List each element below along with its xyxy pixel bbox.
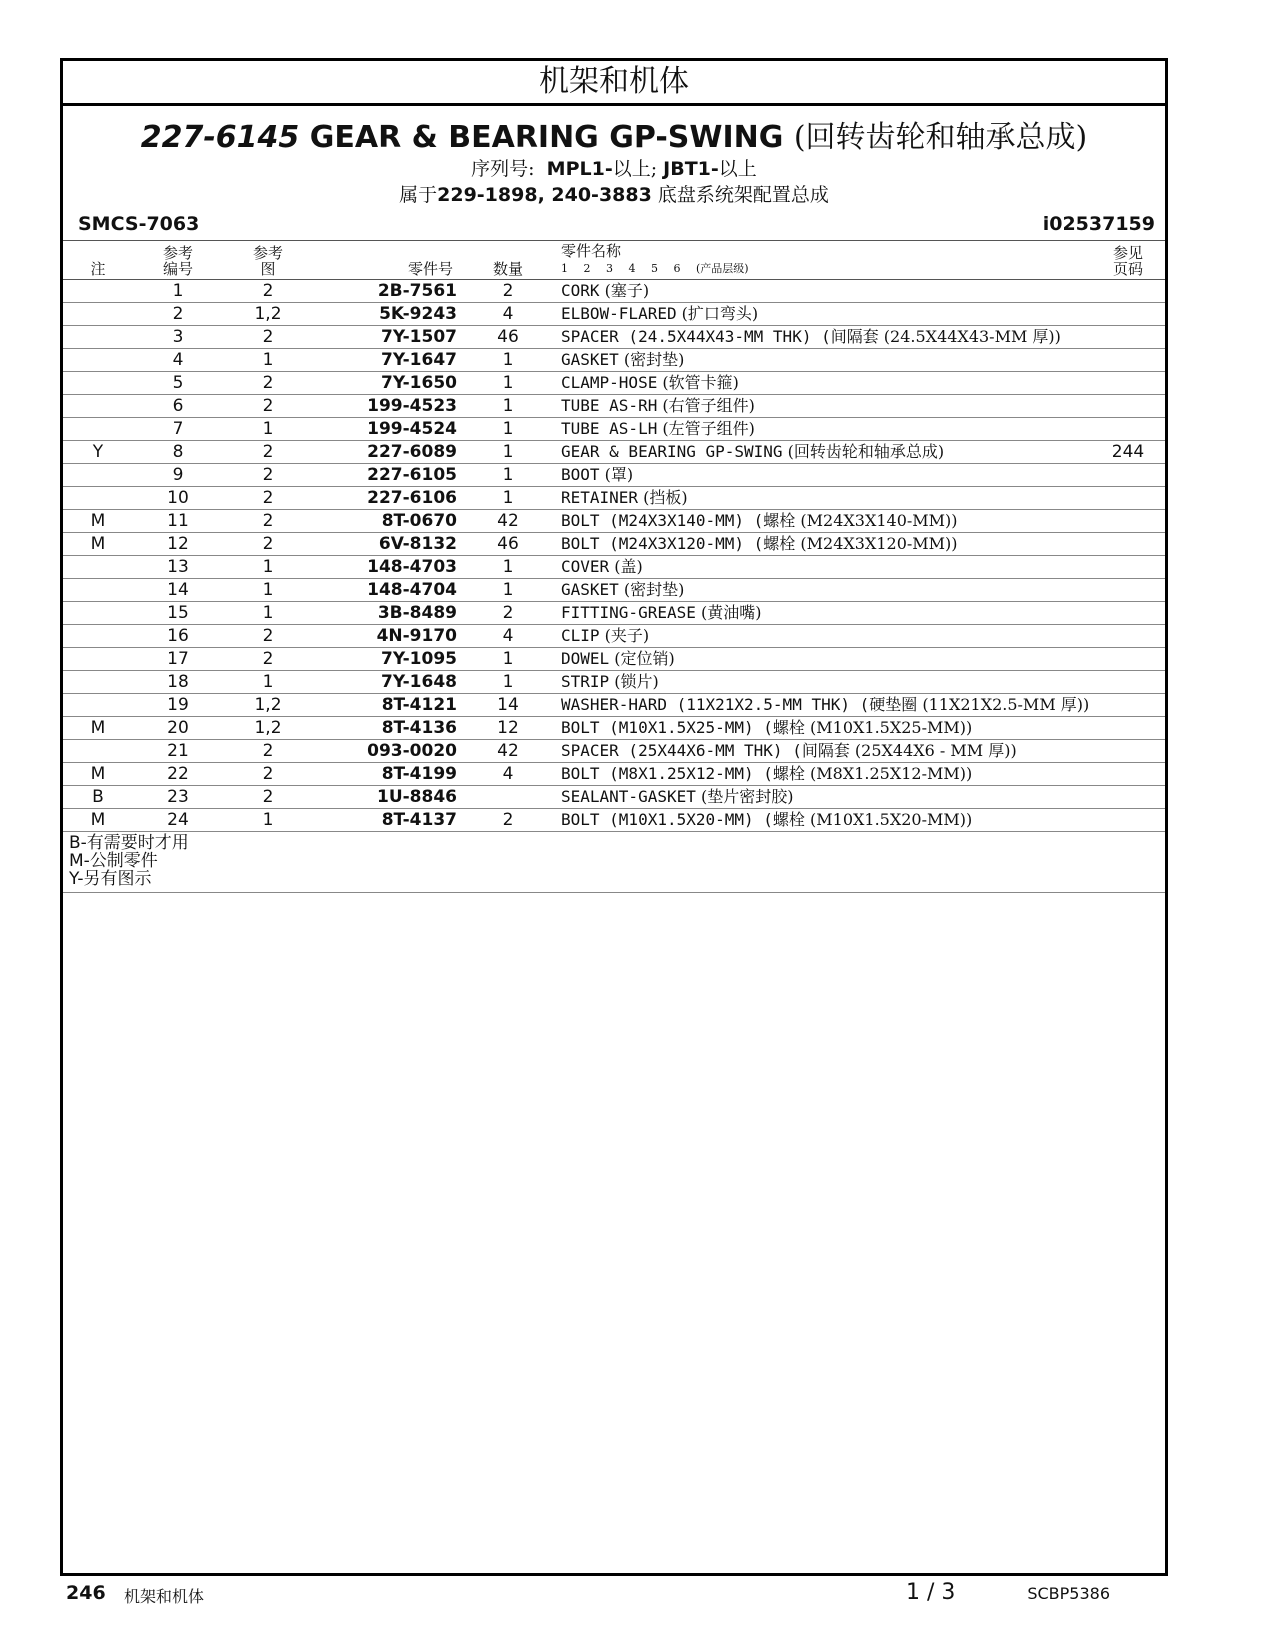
legend-item bbox=[69, 852, 1165, 870]
cell-note: M bbox=[63, 533, 133, 556]
cell-see-page bbox=[1091, 510, 1165, 533]
part-name-en: BOLT (M8X1.25X12-MM) ( bbox=[561, 764, 773, 783]
part-name-en: DOWEL bbox=[561, 649, 610, 668]
part-name-en: RETAINER bbox=[561, 488, 639, 507]
part-name-en: ELBOW-FLARED bbox=[561, 304, 677, 323]
legend-code: B- bbox=[69, 833, 87, 853]
cell-part-number: 6V-8132 bbox=[313, 533, 463, 556]
cell-qty: 1 bbox=[463, 671, 553, 694]
cell-part-name bbox=[553, 303, 1091, 326]
cell-note: Y bbox=[63, 441, 133, 464]
cell-part-number: 093-0020 bbox=[313, 740, 463, 763]
table-row bbox=[63, 763, 1165, 786]
table-row bbox=[63, 418, 1165, 441]
cell-part-name bbox=[553, 694, 1091, 717]
table-row bbox=[63, 441, 1165, 464]
serial-suffix-1: 以上; bbox=[612, 158, 658, 180]
cell-qty: 1 bbox=[463, 349, 553, 372]
part-name-en: STRIP bbox=[561, 672, 610, 691]
cell-fig: 1 bbox=[223, 579, 313, 602]
cell-ref: 1 bbox=[133, 280, 223, 303]
cell-ref: 6 bbox=[133, 395, 223, 418]
cell-see-page bbox=[1091, 326, 1165, 349]
cell-part-number: 148-4703 bbox=[313, 556, 463, 579]
belongs-suffix: 底盘系统架配置总成 bbox=[651, 184, 829, 206]
serial-prefix-1: MPL1- bbox=[546, 158, 613, 180]
cell-fig: 1 bbox=[223, 602, 313, 625]
table-row bbox=[63, 671, 1165, 694]
cell-part-number: 8T-4121 bbox=[313, 694, 463, 717]
cell-fig: 2 bbox=[223, 280, 313, 303]
cell-note bbox=[63, 372, 133, 395]
page-footer bbox=[66, 1580, 1110, 1610]
cell-fig: 2 bbox=[223, 763, 313, 786]
footer-section: 机架和机体 bbox=[124, 1587, 205, 1606]
cell-note bbox=[63, 602, 133, 625]
part-name-en: COVER bbox=[561, 557, 610, 576]
cell-qty: 1 bbox=[463, 464, 553, 487]
cell-ref: 5 bbox=[133, 372, 223, 395]
cell-qty: 46 bbox=[463, 326, 553, 349]
cell-fig: 2 bbox=[223, 395, 313, 418]
cell-see-page bbox=[1091, 533, 1165, 556]
legend-code: M- bbox=[69, 851, 90, 871]
cell-qty: 1 bbox=[463, 556, 553, 579]
part-name-cn: 硬垫圈 (11X21X2.5-MM 厚)) bbox=[869, 695, 1090, 714]
group-name-cn: (回转齿轮和轴承总成) bbox=[793, 120, 1088, 155]
cell-note bbox=[63, 671, 133, 694]
cell-see-page bbox=[1091, 625, 1165, 648]
cell-fig: 2 bbox=[223, 648, 313, 671]
cell-part-number: 8T-4137 bbox=[313, 809, 463, 832]
table-row bbox=[63, 533, 1165, 556]
part-name-cn: (回转齿轮和轴承总成) bbox=[782, 442, 945, 461]
header-part-no: 零件号 bbox=[313, 241, 463, 280]
part-name-en: SEALANT-GASKET bbox=[561, 787, 696, 806]
cell-ref: 3 bbox=[133, 326, 223, 349]
group-header bbox=[63, 120, 1165, 208]
table-row bbox=[63, 510, 1165, 533]
cell-part-number: 8T-4199 bbox=[313, 763, 463, 786]
cell-ref: 16 bbox=[133, 625, 223, 648]
section-title: 机架和机体 bbox=[63, 61, 1165, 106]
cell-fig: 1 bbox=[223, 349, 313, 372]
cell-ref: 13 bbox=[133, 556, 223, 579]
cell-fig: 2 bbox=[223, 372, 313, 395]
table-row bbox=[63, 303, 1165, 326]
cell-qty: 2 bbox=[463, 280, 553, 303]
cell-qty: 12 bbox=[463, 717, 553, 740]
cell-ref: 8 bbox=[133, 441, 223, 464]
part-name-cn: (夹子) bbox=[599, 626, 650, 645]
cell-part-name bbox=[553, 809, 1091, 832]
cell-part-name bbox=[553, 326, 1091, 349]
table-row bbox=[63, 372, 1165, 395]
header-fig: 参考 图 bbox=[223, 241, 313, 280]
header-ref: 参考 编号 bbox=[133, 241, 223, 280]
cell-fig: 1 bbox=[223, 671, 313, 694]
cell-see-page bbox=[1091, 786, 1165, 809]
cell-qty: 1 bbox=[463, 579, 553, 602]
part-name-en: GEAR & BEARING GP-SWING bbox=[561, 442, 783, 461]
cell-ref: 2 bbox=[133, 303, 223, 326]
part-name-cn: (软管卡箍) bbox=[657, 373, 739, 392]
belongs-line bbox=[63, 182, 1165, 208]
part-name-en: TUBE AS-LH bbox=[561, 419, 658, 438]
cell-ref: 18 bbox=[133, 671, 223, 694]
cell-note bbox=[63, 418, 133, 441]
cell-part-name bbox=[553, 395, 1091, 418]
cell-fig: 1,2 bbox=[223, 717, 313, 740]
cell-part-name bbox=[553, 510, 1091, 533]
part-name-cn: 间隔套 (25X44X6 - MM 厚)) bbox=[801, 741, 1017, 760]
cell-part-name bbox=[553, 349, 1091, 372]
cell-qty: 1 bbox=[463, 441, 553, 464]
table-row bbox=[63, 349, 1165, 372]
cell-note bbox=[63, 694, 133, 717]
cell-ref: 14 bbox=[133, 579, 223, 602]
cell-ref: 7 bbox=[133, 418, 223, 441]
part-name-cn: 螺栓 (M24X3X120-MM)) bbox=[763, 534, 958, 553]
cell-note: M bbox=[63, 763, 133, 786]
cell-ref: 11 bbox=[133, 510, 223, 533]
table-row bbox=[63, 717, 1165, 740]
cell-part-name bbox=[553, 533, 1091, 556]
cell-qty: 4 bbox=[463, 625, 553, 648]
belongs-prefix: 属于 bbox=[399, 184, 438, 206]
footer-sheet: 1 / 3 bbox=[906, 1580, 956, 1605]
cell-fig: 1 bbox=[223, 418, 313, 441]
table-row bbox=[63, 809, 1165, 832]
part-name-cn: (扩口弯头) bbox=[676, 304, 759, 323]
cell-part-name bbox=[553, 418, 1091, 441]
cell-see-page bbox=[1091, 556, 1165, 579]
part-name-cn: (挡板) bbox=[638, 488, 688, 507]
cell-ref: 21 bbox=[133, 740, 223, 763]
part-name-cn: (黄油嘴) bbox=[695, 603, 762, 622]
cell-ref: 12 bbox=[133, 533, 223, 556]
cell-note bbox=[63, 625, 133, 648]
parts-table bbox=[63, 241, 1165, 832]
cell-see-page bbox=[1091, 740, 1165, 763]
cell-ref: 23 bbox=[133, 786, 223, 809]
part-name-en: SPACER (24.5X44X43-MM THK) ( bbox=[561, 327, 831, 346]
part-name-cn: 间隔套 (24.5X44X43-MM 厚)) bbox=[830, 327, 1061, 346]
part-name-cn: (密封垫) bbox=[618, 350, 685, 369]
cell-part-number: 199-4523 bbox=[313, 395, 463, 418]
cell-part-number: 3B-8489 bbox=[313, 602, 463, 625]
legend bbox=[63, 832, 1165, 893]
cell-fig: 2 bbox=[223, 441, 313, 464]
header-name: 零件名称 1 2 3 4 5 6 (产品层级) bbox=[553, 241, 1091, 280]
table-row bbox=[63, 395, 1165, 418]
legend-text: 有需要时才用 bbox=[86, 833, 189, 853]
cell-part-name bbox=[553, 717, 1091, 740]
part-name-cn: (左管子组件) bbox=[657, 419, 755, 438]
cell-ref: 17 bbox=[133, 648, 223, 671]
part-name-en: CLIP bbox=[561, 626, 600, 645]
part-name-en: CORK bbox=[561, 281, 600, 300]
part-name-cn: (右管子组件) bbox=[657, 396, 755, 415]
part-name-cn: (锁片) bbox=[609, 672, 659, 691]
cell-part-number: 7Y-1507 bbox=[313, 326, 463, 349]
cell-part-name bbox=[553, 625, 1091, 648]
cell-qty: 42 bbox=[463, 510, 553, 533]
cell-part-name bbox=[553, 740, 1091, 763]
cell-note bbox=[63, 303, 133, 326]
table-row bbox=[63, 556, 1165, 579]
serial-prefix-2: JBT1- bbox=[663, 158, 719, 180]
cell-part-name bbox=[553, 648, 1091, 671]
cell-part-name bbox=[553, 579, 1091, 602]
cell-fig: 1,2 bbox=[223, 694, 313, 717]
cell-note: M bbox=[63, 510, 133, 533]
cell-see-page bbox=[1091, 671, 1165, 694]
part-name-cn: 螺栓 (M24X3X140-MM)) bbox=[763, 511, 958, 530]
cell-see-page bbox=[1091, 464, 1165, 487]
cell-see-page bbox=[1091, 809, 1165, 832]
header-page: 参见 页码 bbox=[1091, 241, 1165, 280]
part-name-cn: (盖) bbox=[609, 557, 643, 576]
cell-note: M bbox=[63, 717, 133, 740]
table-row bbox=[63, 648, 1165, 671]
cell-part-number: 227-6106 bbox=[313, 487, 463, 510]
cell-fig: 2 bbox=[223, 510, 313, 533]
cell-qty: 1 bbox=[463, 418, 553, 441]
part-name-cn: 螺栓 (M10X1.5X25-MM)) bbox=[772, 718, 973, 737]
part-name-en: GASKET bbox=[561, 580, 619, 599]
cell-fig: 1,2 bbox=[223, 303, 313, 326]
cell-fig: 2 bbox=[223, 786, 313, 809]
cell-see-page: 244 bbox=[1091, 441, 1165, 464]
cell-see-page bbox=[1091, 418, 1165, 441]
cell-fig: 2 bbox=[223, 625, 313, 648]
table-row bbox=[63, 740, 1165, 763]
cell-note bbox=[63, 740, 133, 763]
table-row bbox=[63, 487, 1165, 510]
cell-part-name bbox=[553, 671, 1091, 694]
group-title bbox=[63, 120, 1165, 156]
cell-fig: 2 bbox=[223, 740, 313, 763]
cell-qty bbox=[463, 786, 553, 809]
cell-note bbox=[63, 556, 133, 579]
cell-part-name bbox=[553, 487, 1091, 510]
cell-part-number: 7Y-1650 bbox=[313, 372, 463, 395]
cell-ref: 4 bbox=[133, 349, 223, 372]
footer-doc-id: SCBP5386 bbox=[1027, 1584, 1110, 1603]
cell-ref: 9 bbox=[133, 464, 223, 487]
cell-part-name bbox=[553, 786, 1091, 809]
header-qty: 数量 bbox=[463, 241, 553, 280]
cell-part-number: 7Y-1648 bbox=[313, 671, 463, 694]
cell-part-name bbox=[553, 763, 1091, 786]
cell-part-number: 1U-8846 bbox=[313, 786, 463, 809]
header-note: 注 bbox=[63, 241, 133, 280]
smcs-code: SMCS-7063 bbox=[78, 213, 200, 235]
cell-part-name bbox=[553, 602, 1091, 625]
table-row bbox=[63, 694, 1165, 717]
legend-item bbox=[69, 834, 1165, 852]
cell-see-page bbox=[1091, 280, 1165, 303]
part-name-cn: (罩) bbox=[599, 465, 634, 484]
cell-part-name bbox=[553, 280, 1091, 303]
part-name-cn: 螺栓 (M10X1.5X20-MM)) bbox=[772, 810, 973, 829]
legend-text: 公制零件 bbox=[89, 851, 158, 871]
cell-fig: 2 bbox=[223, 487, 313, 510]
part-name-en: FITTING-GREASE bbox=[561, 603, 696, 622]
table-row bbox=[63, 625, 1165, 648]
cell-qty: 1 bbox=[463, 372, 553, 395]
cell-qty: 2 bbox=[463, 602, 553, 625]
group-name-en: GEAR & BEARING GP-SWING bbox=[309, 120, 784, 155]
cell-qty: 4 bbox=[463, 763, 553, 786]
cell-part-name bbox=[553, 556, 1091, 579]
cell-part-name bbox=[553, 372, 1091, 395]
cell-ref: 19 bbox=[133, 694, 223, 717]
cell-ref: 20 bbox=[133, 717, 223, 740]
legend-code: Y- bbox=[69, 869, 84, 889]
cell-note: M bbox=[63, 809, 133, 832]
cell-part-number: 8T-0670 bbox=[313, 510, 463, 533]
part-name-cn: (定位销) bbox=[609, 649, 675, 668]
cell-qty: 2 bbox=[463, 809, 553, 832]
part-name-en: BOOT bbox=[561, 465, 600, 484]
part-name-en: BOLT (M24X3X140-MM) ( bbox=[561, 511, 764, 530]
cell-part-number: 7Y-1095 bbox=[313, 648, 463, 671]
cell-note bbox=[63, 579, 133, 602]
cell-qty: 4 bbox=[463, 303, 553, 326]
cell-see-page bbox=[1091, 579, 1165, 602]
cell-qty: 42 bbox=[463, 740, 553, 763]
part-name-cn: (垫片密封胶) bbox=[695, 787, 794, 806]
cell-part-number: 4N-9170 bbox=[313, 625, 463, 648]
cell-fig: 1 bbox=[223, 556, 313, 579]
part-name-cn: 螺栓 (M8X1.25X12-MM)) bbox=[772, 764, 973, 783]
cell-part-number: 7Y-1647 bbox=[313, 349, 463, 372]
cell-ref: 24 bbox=[133, 809, 223, 832]
table-row bbox=[63, 326, 1165, 349]
cell-qty: 1 bbox=[463, 648, 553, 671]
cell-qty: 46 bbox=[463, 533, 553, 556]
cell-part-name bbox=[553, 441, 1091, 464]
cell-part-name bbox=[553, 464, 1091, 487]
cell-note bbox=[63, 464, 133, 487]
table-row bbox=[63, 786, 1165, 809]
serial-suffix-2: 以上 bbox=[718, 158, 757, 180]
part-name-en: TUBE AS-RH bbox=[561, 396, 658, 415]
cell-fig: 2 bbox=[223, 464, 313, 487]
cell-part-number: 2B-7561 bbox=[313, 280, 463, 303]
cell-see-page bbox=[1091, 349, 1165, 372]
cell-part-number: 227-6105 bbox=[313, 464, 463, 487]
cell-note bbox=[63, 349, 133, 372]
table-row bbox=[63, 464, 1165, 487]
cell-part-number: 199-4524 bbox=[313, 418, 463, 441]
table-header-row bbox=[63, 241, 1165, 280]
footer-page-number: 246 bbox=[66, 1582, 106, 1604]
cell-ref: 10 bbox=[133, 487, 223, 510]
serial-label: 序列号: bbox=[471, 158, 535, 180]
table-row bbox=[63, 280, 1165, 303]
cell-see-page bbox=[1091, 648, 1165, 671]
table-row bbox=[63, 602, 1165, 625]
legend-text: 另有图示 bbox=[83, 869, 152, 889]
part-name-en: GASKET bbox=[561, 350, 619, 369]
cell-part-number: 5K-9243 bbox=[313, 303, 463, 326]
cell-see-page bbox=[1091, 372, 1165, 395]
cell-part-number: 227-6089 bbox=[313, 441, 463, 464]
cell-see-page bbox=[1091, 602, 1165, 625]
part-name-en: SPACER (25X44X6-MM THK) ( bbox=[561, 741, 802, 760]
cell-see-page bbox=[1091, 487, 1165, 510]
cell-note bbox=[63, 326, 133, 349]
legend-item bbox=[69, 870, 1165, 888]
part-name-en: BOLT (M24X3X120-MM) ( bbox=[561, 534, 764, 553]
part-name-en: CLAMP-HOSE bbox=[561, 373, 658, 392]
cell-part-number: 148-4704 bbox=[313, 579, 463, 602]
cell-see-page bbox=[1091, 763, 1165, 786]
serial-line bbox=[63, 156, 1165, 182]
group-part-number: 227-6145 bbox=[140, 120, 300, 155]
part-name-cn: (塞子) bbox=[599, 281, 650, 300]
cell-see-page bbox=[1091, 717, 1165, 740]
cell-ref: 15 bbox=[133, 602, 223, 625]
part-name-en: WASHER-HARD (11X21X2.5-MM THK) ( bbox=[561, 695, 870, 714]
cell-fig: 1 bbox=[223, 809, 313, 832]
cell-see-page bbox=[1091, 303, 1165, 326]
smcs-row bbox=[63, 210, 1165, 241]
page-frame bbox=[60, 58, 1168, 1576]
cell-qty: 1 bbox=[463, 395, 553, 418]
cell-note bbox=[63, 648, 133, 671]
part-name-cn: (密封垫) bbox=[618, 580, 685, 599]
illustration-id: i02537159 bbox=[1042, 213, 1155, 235]
table-row bbox=[63, 579, 1165, 602]
cell-see-page bbox=[1091, 395, 1165, 418]
part-name-en: BOLT (M10X1.5X25-MM) ( bbox=[561, 718, 773, 737]
cell-note bbox=[63, 280, 133, 303]
cell-note bbox=[63, 395, 133, 418]
cell-part-number: 8T-4136 bbox=[313, 717, 463, 740]
cell-qty: 1 bbox=[463, 487, 553, 510]
cell-qty: 14 bbox=[463, 694, 553, 717]
cell-see-page bbox=[1091, 694, 1165, 717]
cell-ref: 22 bbox=[133, 763, 223, 786]
cell-note bbox=[63, 487, 133, 510]
cell-fig: 2 bbox=[223, 533, 313, 556]
part-name-en: BOLT (M10X1.5X20-MM) ( bbox=[561, 810, 773, 829]
belongs-numbers: 229-1898, 240-3883 bbox=[437, 184, 652, 206]
cell-note: B bbox=[63, 786, 133, 809]
cell-fig: 2 bbox=[223, 326, 313, 349]
